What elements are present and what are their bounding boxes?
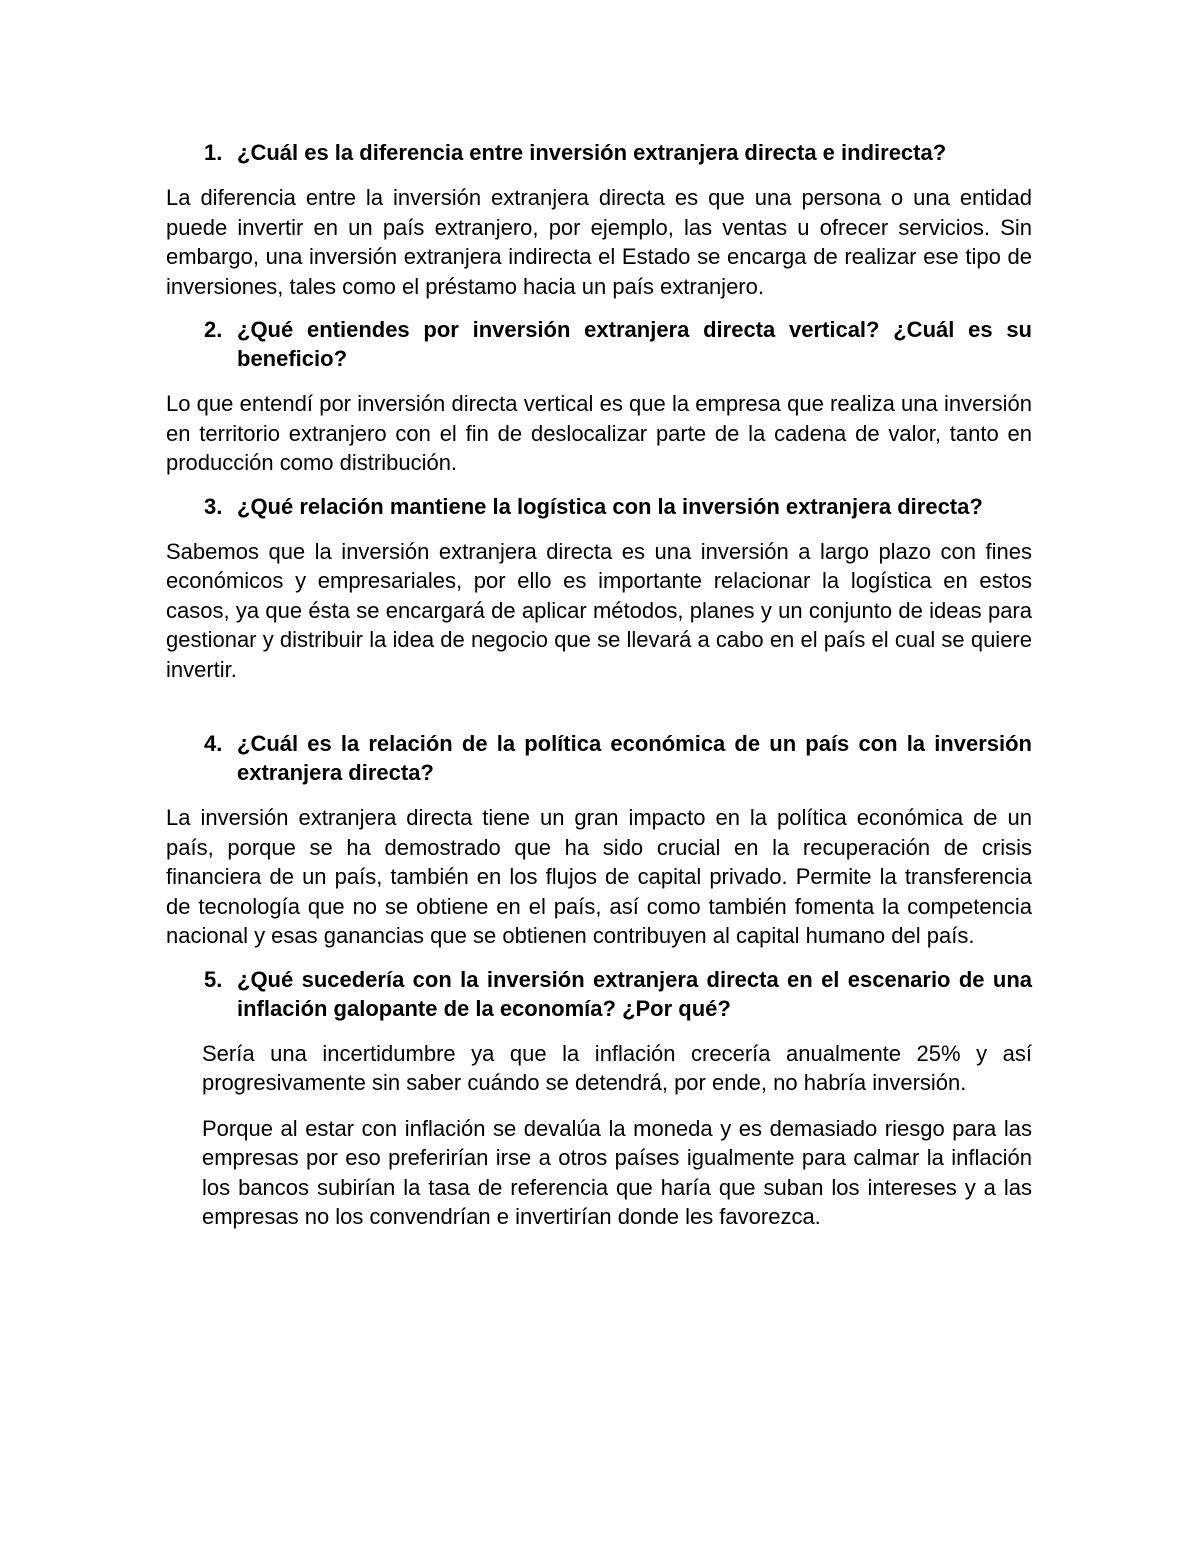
question-2-text: ¿Qué entiendes por inversión extranjera directa vertical? ¿Cuál es su beneficio? bbox=[237, 317, 1032, 371]
answer-1: La diferencia entre la inversión extranjera directa es que una persona o una entidad puede invertir en un país extranjero, por ejemplo, las ventas u ofrecer servicios. Sin embargo, una inversión extranjera indirecta el Estado se encarga de realizar ese tipo de inversiones, tales como el préstamo hacia un país extranjero. bbox=[166, 185, 1032, 299]
answer-5-paragraph-2: Porque al estar con inflación se devalúa la moneda y es demasiado riesgo para las empresas por eso preferirían irse a otros países igualmente para calmar la inflación los bancos subirían la tasa de referencia que haría que suban los intereses y a las empresas no los convendrían e invertirían donde les favorezca. bbox=[202, 1115, 1032, 1229]
document-page bbox=[166, 138, 1032, 1232]
question-3-text: ¿Qué relación mantiene la logística con la inversión extranjera directa? bbox=[237, 493, 983, 519]
question-1-number: 1. bbox=[204, 140, 223, 165]
question-5-number: 5. bbox=[204, 966, 223, 992]
question-5-text: ¿Qué sucedería con la inversión extranjera directa en el escenario de una inflación galopante de la economía? ¿Por qué? bbox=[237, 966, 1032, 1021]
question-1-text: ¿Cuál es la diferencia entre inversión extranjera directa e indirecta? bbox=[237, 140, 947, 165]
answer-3: Sabemos que la inversión extranjera directa es una inversión a largo plazo con fines económicos y empresariales, por ello es importante relacionar la logística en estos casos, ya que ésta se encargará de aplicar métodos, planes y un conjunto de ideas para gestionar y distribuir la idea de negocio que se llevará a cabo en el país el cual se quiere invertir. bbox=[166, 538, 1032, 682]
question-4 bbox=[166, 729, 1032, 787]
answer-4: La inversión extranjera directa tiene un gran impacto en la política económica de un país, porque se ha demostrado que ha sido crucial en la recuperación de crisis financiera de un país, también en los flujos de capital privado. Permite la transferencia de tecnología que no se obtiene en el país, así como también fomenta la competencia nacional y esas ganancias que se obtienen contribuyen al capital humano del país. bbox=[166, 805, 1032, 948]
question-4-number: 4. bbox=[204, 731, 223, 756]
question-4-text: ¿Cuál es la relación de la política económica de un país con la inversión extranjera directa? bbox=[237, 731, 1032, 785]
question-1 bbox=[166, 138, 1032, 167]
question-3 bbox=[166, 492, 1032, 521]
question-5 bbox=[166, 965, 1032, 1023]
question-2 bbox=[166, 315, 1032, 373]
question-3-number: 3. bbox=[204, 493, 223, 519]
answer-5-paragraph-1: Sería una incertidumbre ya que la inflación crecería anualmente 25% y así progresivamente sin saber cuándo se detendrá, por ende, no habría inversión. bbox=[202, 1040, 1032, 1095]
question-2-number: 2. bbox=[204, 317, 223, 342]
answer-2: Lo que entendí por inversión directa vertical es que la empresa que realiza una inversión en territorio extranjero con el fin de deslocalizar parte de la cadena de valor, tanto en producción como distribución. bbox=[166, 391, 1032, 475]
